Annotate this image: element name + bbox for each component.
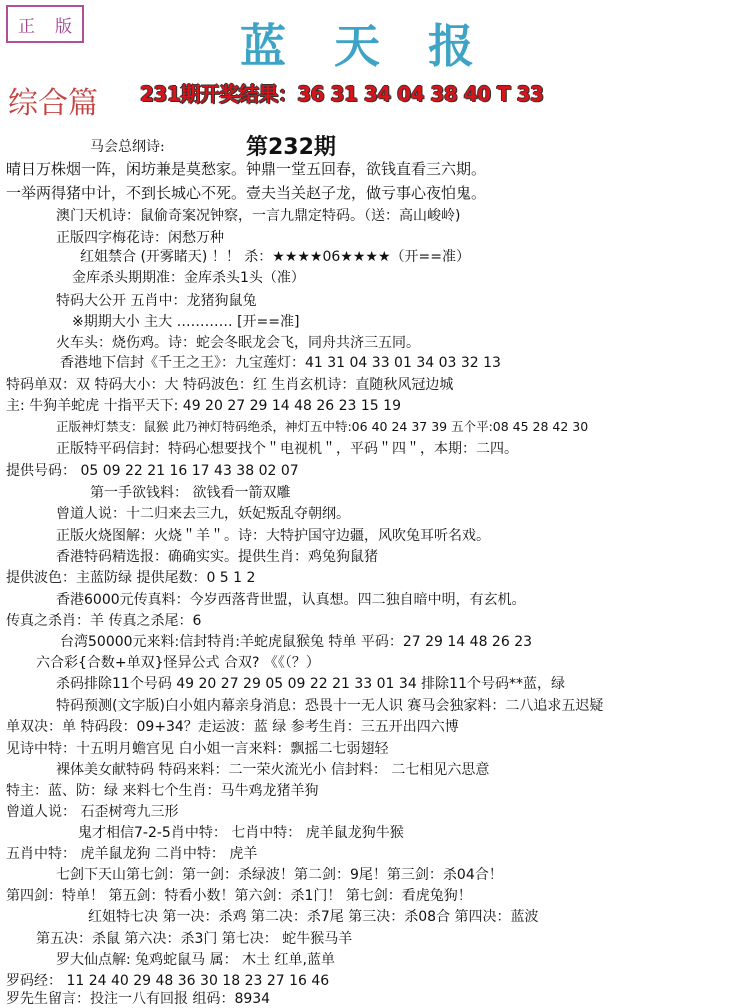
text-line-35: 第四剑：特单！ 第五剑：特看小数！第六剑：杀1门！ 第七剑：看虎兔狗！ bbox=[6, 888, 472, 904]
text-line-18: 正版火烧图解：火烧＂羊＂。诗：大特护国守边疆，风吹兔耳听名戏。 bbox=[56, 528, 490, 544]
text-line-22: 传真之杀肖：羊 传真之杀尾：6 bbox=[6, 613, 202, 629]
text-line-26: 特码预测(文字版)白小姐内幕亲身消息：恐畏十一无人识 赛马会独家料：二八追求五迟疑 bbox=[56, 698, 604, 714]
text-line-33: 五肖中特： 虎羊鼠龙狗 二肖中特： 虎羊 bbox=[6, 846, 258, 862]
newspaper-title: 蓝天报 bbox=[240, 19, 522, 73]
text-line-31: 曾道人说： 石歪树弯九三形 bbox=[6, 804, 179, 820]
text-line-29: 裸体美女献特码 特码来料：二一荣火流光小 信封料： 二七相见六思意 bbox=[56, 762, 490, 778]
issue-number: 第232期 bbox=[246, 135, 336, 160]
text-line-14: 正版特平码信封：特码心想要找个＂电视机＂，平码＂四＂，本期：二四。 bbox=[56, 441, 518, 457]
stamp-char-left: 正 bbox=[18, 16, 35, 37]
text-line-25: 杀码排除11个号码 49 20 27 29 05 09 22 21 33 01 34 排除11个号码**蓝，绿 bbox=[56, 676, 565, 692]
text-line-32: 鬼才相信7-2-5肖中特： 七肖中特： 虎羊鼠龙狗牛猴 bbox=[78, 825, 404, 841]
text-line-21: 香港6000元传真料：今岁西落背世盟，认真想。四二独自暗中明，有玄机。 bbox=[56, 592, 526, 608]
text-line-6: 金库杀头期期准：金库杀头1头（准） bbox=[72, 270, 305, 286]
text-line-40: 罗先生留言：投注一八有回报 组码：8934 bbox=[6, 991, 271, 1007]
text-line-10: 香港地下信封《千王之王》：九宝莲灯：41 31 04 33 01 34 03 32 13 bbox=[60, 355, 501, 371]
text-line-9: 火车头：烧伤鸡。诗：蛇会冬眠龙会飞，同舟共济三五同。 bbox=[56, 335, 420, 351]
text-line-11: 特码单双：双 特码大小：大 特码波色：红 生肖玄机诗：直随秋风冠边城 bbox=[6, 377, 454, 393]
text-line-1: 晴日万株烟一阵，闲坊兼是莫愁家。钟鼎一堂五回春，欲钱直看三六期。 bbox=[6, 160, 487, 178]
text-line-16: 第一手欲钱料： 欲钱看一箭双雕 bbox=[90, 485, 291, 501]
text-line-12: 主: 牛狗羊蛇虎 十指平天下: 49 20 27 29 14 48 26 23 15 19 bbox=[6, 398, 401, 414]
text-line-34: 七剑下天山第七剑：第一剑：杀绿波！第二剑：9尾！第三剑：杀04合！ bbox=[56, 867, 503, 883]
stamp-char-right: 版 bbox=[55, 16, 72, 37]
text-line-37: 第五决：杀鼠 第六决：杀3门 第七决： 蛇牛猴马羊 bbox=[36, 931, 353, 947]
text-line-23: 台湾50000元来料:信封特肖:羊蛇虎鼠猴兔 特单 平码：27 29 14 48 26 23 bbox=[60, 634, 533, 650]
text-line-28: 见诗中特：十五明月蟾宫见 白小姐一言来料：飘摇二七弱翅轻 bbox=[6, 741, 389, 757]
text-line-19: 香港特码精选报：确确实实。提供生肖：鸡兔狗鼠猪 bbox=[56, 549, 378, 565]
genuine-edition-stamp bbox=[6, 5, 84, 43]
text-line-39: 罗码经： 11 24 40 29 48 36 30 18 23 27 16 46 bbox=[6, 973, 330, 989]
text-line-24: 六合彩{合数+单双}怪异公式 合双? 《《（？） bbox=[36, 655, 320, 671]
text-line-7: 特码大公开 五肖中：龙猪狗鼠兔 bbox=[56, 293, 257, 309]
text-line-0: 马会总纲诗: bbox=[90, 139, 165, 155]
text-line-3: 澳门天机诗：鼠偷奇案况钟察，一言九鼎定特码。（送：高山峻岭) bbox=[56, 208, 461, 224]
text-line-5: 红姐禁合 (开雾睹天) ！！ 杀：★★★★06★★★★（开==准） bbox=[80, 249, 470, 265]
text-line-13: 正版神灯禁支：鼠猴 此乃神灯特码绝杀，神灯五中特:06 40 24 37 39 五个平:08 45 28 42 30 bbox=[56, 419, 589, 434]
section-label: 综合篇 bbox=[8, 86, 98, 121]
text-line-30: 特主：蓝、防：绿 来料七个生肖：马牛鸡龙猪羊狗 bbox=[6, 783, 319, 799]
text-line-2: 一举两得猪中计，不到长城心不死。壹夫当关赵子龙，做亏事心夜怕鬼。 bbox=[6, 184, 487, 202]
text-line-8: ※期期大小 主大 ………… [开==准] bbox=[72, 314, 300, 330]
text-line-15: 提供号码： 05 09 22 21 16 17 43 38 02 07 bbox=[6, 463, 299, 479]
draw-result-banner: 231期开奖结果：36 31 34 04 38 40 T 33 bbox=[140, 82, 544, 106]
text-line-4: 正版四字梅花诗：闲愁万种 bbox=[56, 230, 224, 246]
text-line-20: 提供波色：主蓝防绿 提供尾数：0 5 1 2 bbox=[6, 570, 256, 586]
text-line-36: 红姐特七决 第一决：杀鸡 第二决：杀7尾 第三决：杀08合 第四决：蓝波 bbox=[88, 909, 539, 925]
text-line-27: 单双决：单 特码段：09+34？走运波：蓝 绿 参考生肖：三五开出四六博 bbox=[6, 719, 459, 735]
text-line-38: 罗大仙点解: 兔鸡蛇鼠马 属： 木土 红单,蓝单 bbox=[56, 952, 335, 968]
text-line-17: 曾道人说：十二归来去三九，妖妃叛乱夺朝纲。 bbox=[56, 506, 350, 522]
